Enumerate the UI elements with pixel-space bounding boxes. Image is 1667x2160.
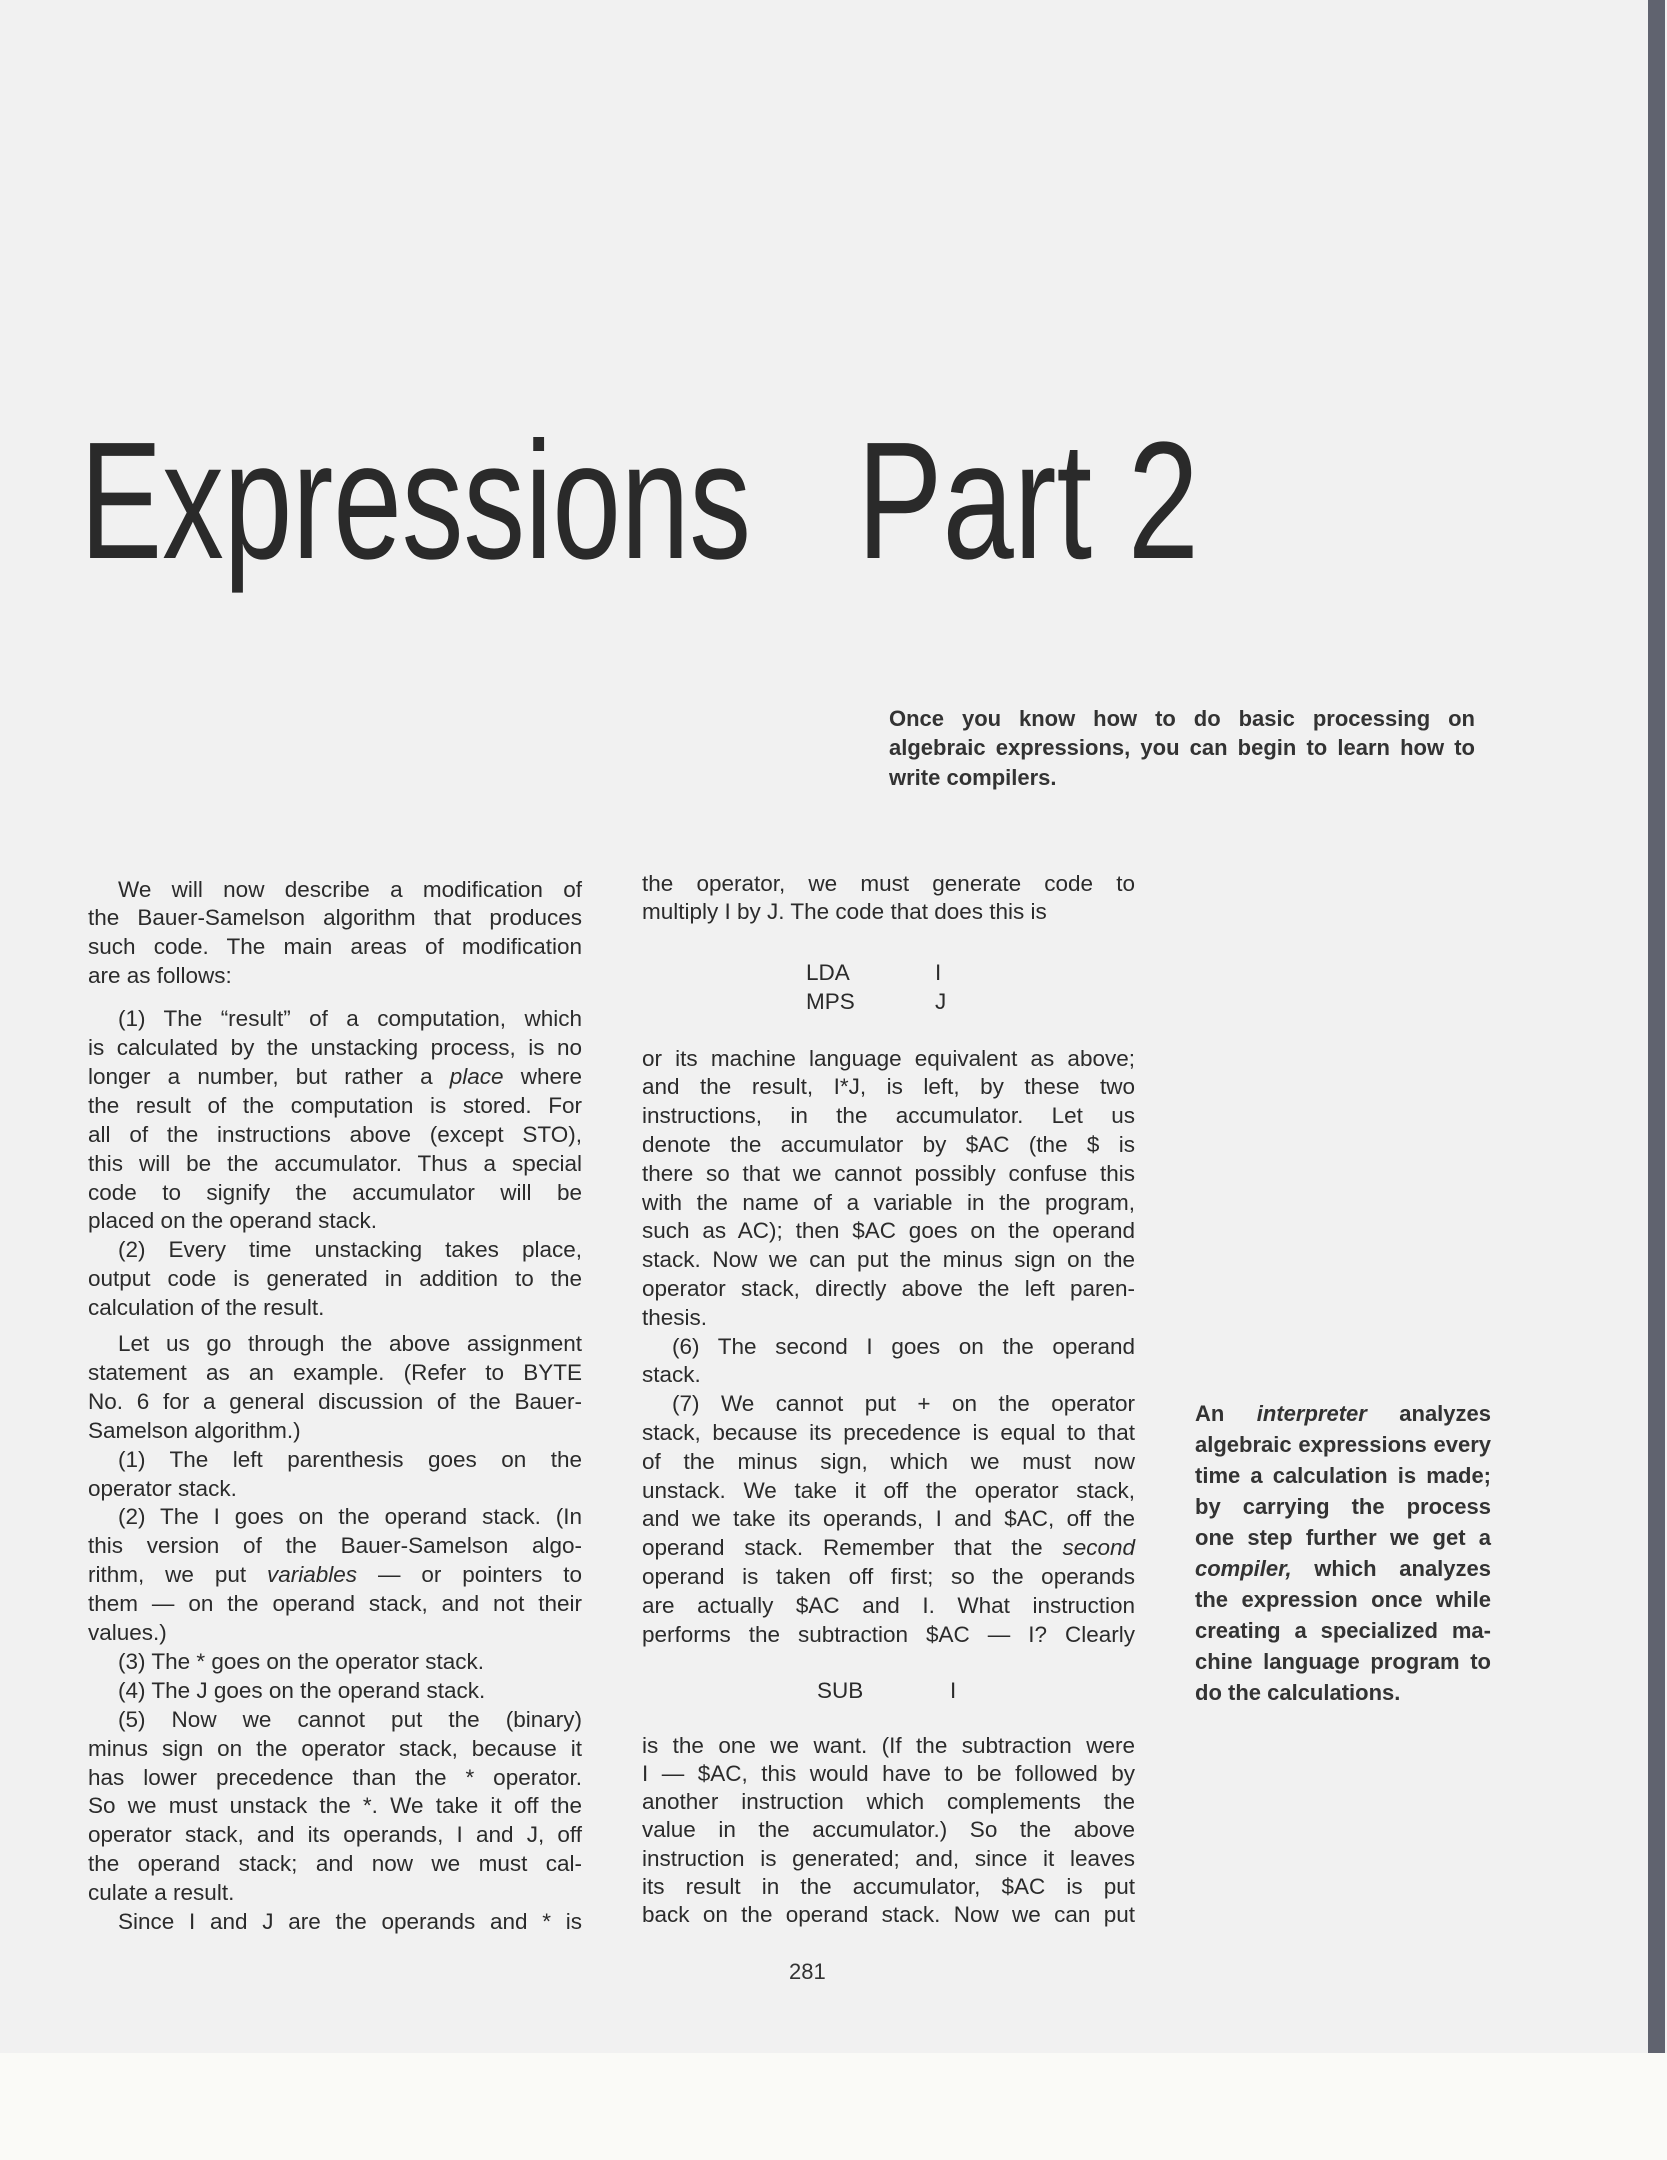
text-line: (2) The I goes on the operand stack. (In bbox=[118, 1504, 582, 1530]
text-line: multiply I by J. The code that does this is bbox=[642, 898, 1047, 924]
code-op-lda: LDA bbox=[806, 960, 850, 985]
title-word-expressions: Expressions bbox=[80, 408, 751, 594]
text-line: this version of the Bauer-Samelson algo- bbox=[88, 1533, 582, 1559]
text-line: values.) bbox=[88, 1620, 167, 1645]
text-line: performs the subtraction $AC — I? Clearly bbox=[642, 1621, 1135, 1647]
text-line: (5) Now we cannot put the (binary) bbox=[118, 1706, 582, 1732]
text-line: the operator, we must generate code to bbox=[642, 870, 1135, 896]
text-line: operator stack, directly above the left paren- bbox=[642, 1275, 1135, 1301]
text-line: are actually $AC and I. What instruction bbox=[642, 1592, 1135, 1618]
text-line: algebraic expressions, you can begin to learn how to bbox=[889, 735, 1475, 760]
text-line: is the one we want. (If the subtraction were bbox=[642, 1732, 1135, 1758]
text-line: longer a number, but rather a place where bbox=[88, 1063, 582, 1089]
text-line: denote the accumulator by $AC (the $ is bbox=[642, 1131, 1135, 1157]
text-line: algebraic expressions every bbox=[1195, 1431, 1491, 1457]
text-line: write compilers. bbox=[889, 764, 1057, 790]
text-line: are as follows: bbox=[88, 963, 232, 989]
text-line: and the result, I*J, is left, by these two bbox=[642, 1074, 1135, 1100]
text-line: compiler, which analyzes bbox=[1195, 1555, 1491, 1581]
text-line: Since I and J are the operands and * is bbox=[118, 1909, 582, 1934]
text-line: statement as an example. (Refer to BYTE bbox=[88, 1359, 582, 1385]
text-line: one step further we get a bbox=[1195, 1524, 1491, 1550]
text-line: (1) The left parenthesis goes on the bbox=[118, 1446, 582, 1472]
text-line: of the minus sign, which we must now bbox=[642, 1448, 1135, 1474]
text-line: is calculated by the unstacking process, is no bbox=[88, 1035, 582, 1060]
text-line: such as AC); then $AC goes on the operand bbox=[642, 1218, 1135, 1244]
text-line: An interpreter analyzes bbox=[1195, 1400, 1491, 1426]
text-line: Samelson algorithm.) bbox=[88, 1417, 301, 1443]
article-title bbox=[0, 0, 1667, 700]
text-line: instructions, in the accumulator. Let us bbox=[642, 1103, 1135, 1129]
text-line: creating a specialized ma- bbox=[1195, 1617, 1491, 1643]
text-line: them — on the operand stack, and not their bbox=[88, 1591, 582, 1617]
text-line: back on the operand stack. Now we can put bbox=[642, 1902, 1135, 1928]
text-line: the expression once while bbox=[1195, 1586, 1491, 1612]
text-line: there so that we cannot possibly confuse this bbox=[642, 1160, 1135, 1186]
title-word-part-2: Part 2 bbox=[857, 408, 1199, 594]
text-line: unstack. We take it off the operator stack, bbox=[642, 1477, 1135, 1503]
code-op-mps: MPS bbox=[806, 989, 855, 1014]
text-line: operand is taken off first; so the operands bbox=[642, 1563, 1135, 1589]
text-line: (4) The J goes on the operand stack. bbox=[118, 1677, 486, 1703]
text-line: time a calculation is made; bbox=[1195, 1462, 1491, 1488]
text-line: its result in the accumulator, $AC is put bbox=[642, 1874, 1135, 1899]
text-line: We will now describe a modification of bbox=[118, 876, 582, 902]
text-line: operator stack. bbox=[88, 1475, 237, 1501]
text-line: stack. Now we can put the minus sign on the bbox=[642, 1247, 1135, 1273]
text-line: all of the instructions above (except STO), bbox=[88, 1121, 582, 1147]
text-line: operator stack, and its operands, I and J, off bbox=[88, 1822, 582, 1848]
text-line: stack. bbox=[642, 1362, 701, 1388]
text-line: and we take its operands, I and $AC, off the bbox=[642, 1506, 1135, 1532]
text-line: rithm, we put variables — or pointers to bbox=[88, 1562, 582, 1588]
text-line: output code is generated in addition to the bbox=[88, 1266, 582, 1292]
page-edge-bar bbox=[1648, 0, 1665, 2053]
text-line: this will be the accumulator. Thus a special bbox=[88, 1150, 582, 1176]
text-line: the operand stack; and now we must cal- bbox=[88, 1851, 582, 1877]
text-line: has lower precedence than the * operator. bbox=[88, 1764, 582, 1790]
text-line: (1) The “result” of a computation, which bbox=[118, 1006, 582, 1032]
text-line: So we must unstack the *. We take it off the bbox=[88, 1793, 582, 1819]
text-line: (3) The * goes on the operator stack. bbox=[118, 1648, 485, 1674]
text-line: with the name of a variable in the program, bbox=[642, 1189, 1135, 1215]
text-line: (7) We cannot put + on the operator bbox=[672, 1391, 1135, 1417]
text-line: thesis. bbox=[642, 1304, 708, 1330]
text-line: placed on the operand stack. bbox=[88, 1208, 377, 1234]
code-arg-i: I bbox=[935, 960, 942, 985]
text-line: the result of the computation is stored. For bbox=[88, 1092, 582, 1118]
text-line: (6) The second I goes on the operand bbox=[672, 1333, 1135, 1359]
text-line: I — $AC, this would have to be followed by bbox=[642, 1760, 1135, 1786]
page-number: 281 bbox=[789, 1959, 826, 1984]
text-line: such code. The main areas of modification bbox=[88, 934, 582, 960]
text-line: do the calculations. bbox=[1195, 1679, 1401, 1705]
text-line: stack, because its precedence is equal to that bbox=[642, 1419, 1135, 1445]
text-line: Once you know how to do basic processing on bbox=[889, 705, 1475, 731]
text-line: or its machine language equivalent as above; bbox=[642, 1045, 1135, 1071]
text-line: culate a result. bbox=[88, 1880, 235, 1906]
text-line: the Bauer-Samelson algorithm that produces bbox=[88, 905, 582, 931]
text-line: calculation of the result. bbox=[88, 1295, 325, 1321]
text-line: Let us go through the above assignment bbox=[118, 1331, 582, 1356]
text-line: minus sign on the operator stack, because it bbox=[88, 1735, 582, 1761]
text-line: operand stack. Remember that the second bbox=[642, 1535, 1135, 1561]
text-line: value in the accumulator.) So the above bbox=[642, 1817, 1135, 1843]
text-line: by carrying the process bbox=[1195, 1493, 1491, 1519]
text-line: code to signify the accumulator will be bbox=[88, 1179, 582, 1205]
code-arg-j: J bbox=[935, 989, 947, 1014]
text-line: No. 6 for a general discussion of the Bauer- bbox=[88, 1388, 582, 1414]
text-line: another instruction which complements the bbox=[642, 1789, 1135, 1815]
code-op-sub: SUB bbox=[817, 1678, 864, 1703]
code-arg-i-sub: I bbox=[950, 1678, 957, 1703]
text-line: instruction is generated; and, since it leaves bbox=[642, 1845, 1135, 1871]
text-line: chine language program to bbox=[1195, 1648, 1491, 1674]
text-line: (2) Every time unstacking takes place, bbox=[118, 1237, 582, 1263]
